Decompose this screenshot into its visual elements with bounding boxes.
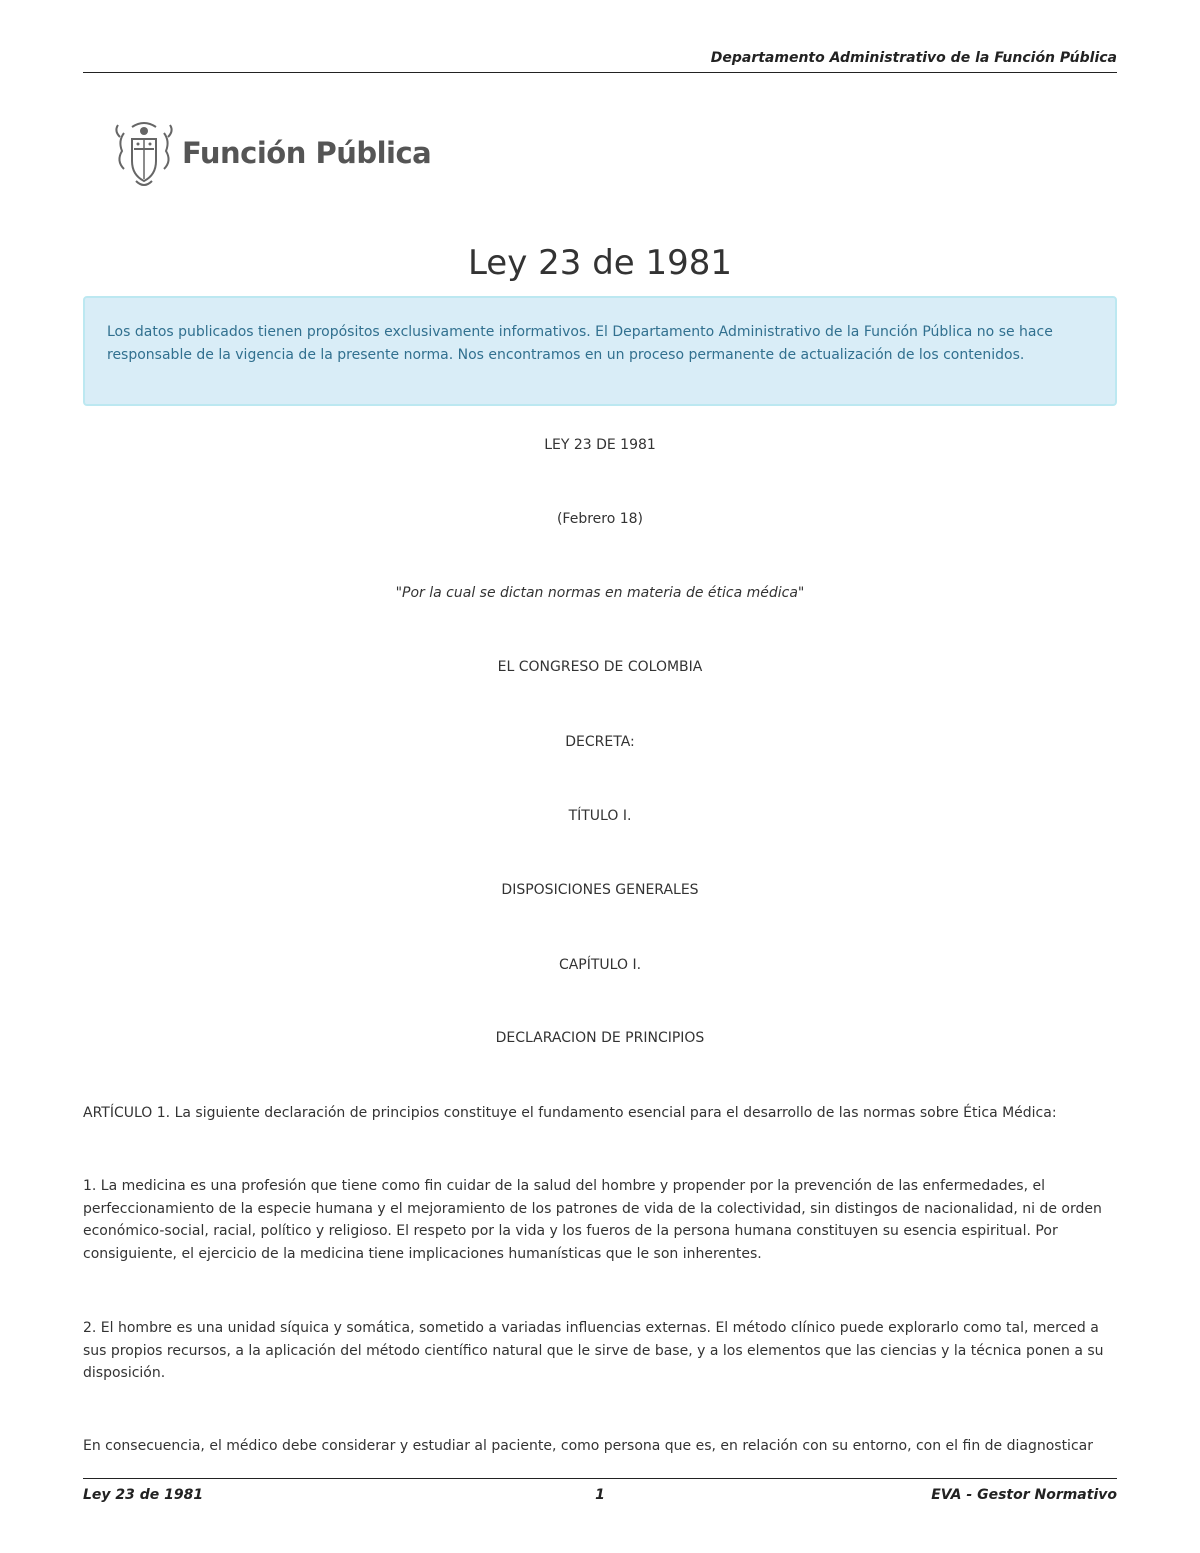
- paragraph-3: En consecuencia, el médico debe considerar y estudiar al paciente, como persona que es, en relación con su entorno, con el fin de diagnosticar: [83, 1438, 1093, 1454]
- page-header: [83, 50, 1117, 73]
- paragraph-1: 1. La medicina es una profesión que tiene como fin cuidar de la salud del hombre y propender por la prevención de las enfermedades, el perfeccionamiento de la especie humana y el mejoramiento de los patrones de vida de la colectividad, sin distingos de nacionalidad, ni de orden económico-social, racial, político y religioso. El respeto por la vida y los fueros de la persona humana constituyen su esencia espiritual. Por consiguiente, el ejercicio de la medicina tiene implicaciones humanísticas que le son inherentes.: [83, 1178, 1102, 1263]
- page-title: Ley 23 de 1981: [467, 243, 733, 283]
- titulo-heading: TÍTULO I.: [568, 808, 632, 824]
- coat-of-arms-icon: [110, 117, 178, 189]
- capitulo-name: DECLARACION DE PRINCIPIOS: [495, 1030, 705, 1046]
- law-issuer: EL CONGRESO DE COLOMBIA: [497, 659, 703, 675]
- footer-page-number: 1: [595, 1487, 605, 1503]
- disclaimer-notice: Los datos publicados tienen propósitos exclusivamente informativos. El Departamento Administrativo de la Función Pública no se hace responsable de la vigencia de la presente norma. Nos encontramos en un proceso permanente de actualización de los contenidos.: [83, 296, 1117, 406]
- titulo-name: DISPOSICIONES GENERALES: [501, 882, 699, 898]
- capitulo-heading: CAPÍTULO I.: [558, 957, 642, 973]
- header-agency-name: Departamento Administrativo de la Función Pública: [710, 50, 1117, 66]
- logo-brand-text: Función Pública: [182, 136, 432, 170]
- articulo-1: ARTÍCULO 1. La siguiente declaración de principios constituye el fundamento esencial para el desarrollo de las normas sobre Ética Médica:: [83, 1105, 1057, 1121]
- law-date: (Febrero 18): [556, 511, 644, 527]
- footer-law-title: Ley 23 de 1981: [83, 1487, 204, 1503]
- funcion-publica-logo: [110, 117, 431, 189]
- law-subject: "Por la cual se dictan normas en materia de ética médica": [395, 585, 805, 601]
- law-number: LEY 23 DE 1981: [544, 437, 656, 453]
- paragraph-2: 2. El hombre es una unidad síquica y somática, sometido a variadas influencias externas. El método clínico puede explorarlo como tal, merced a sus propios recursos, a la aplicación del método científico natural que le sirve de base, y a los elementos que las ciencias y la técnica ponen a su disposición.: [83, 1320, 1104, 1382]
- decreta-heading: DECRETA:: [565, 734, 635, 750]
- page-footer: [83, 1478, 1117, 1509]
- footer-system-name: EVA - Gestor Normativo: [931, 1487, 1117, 1503]
